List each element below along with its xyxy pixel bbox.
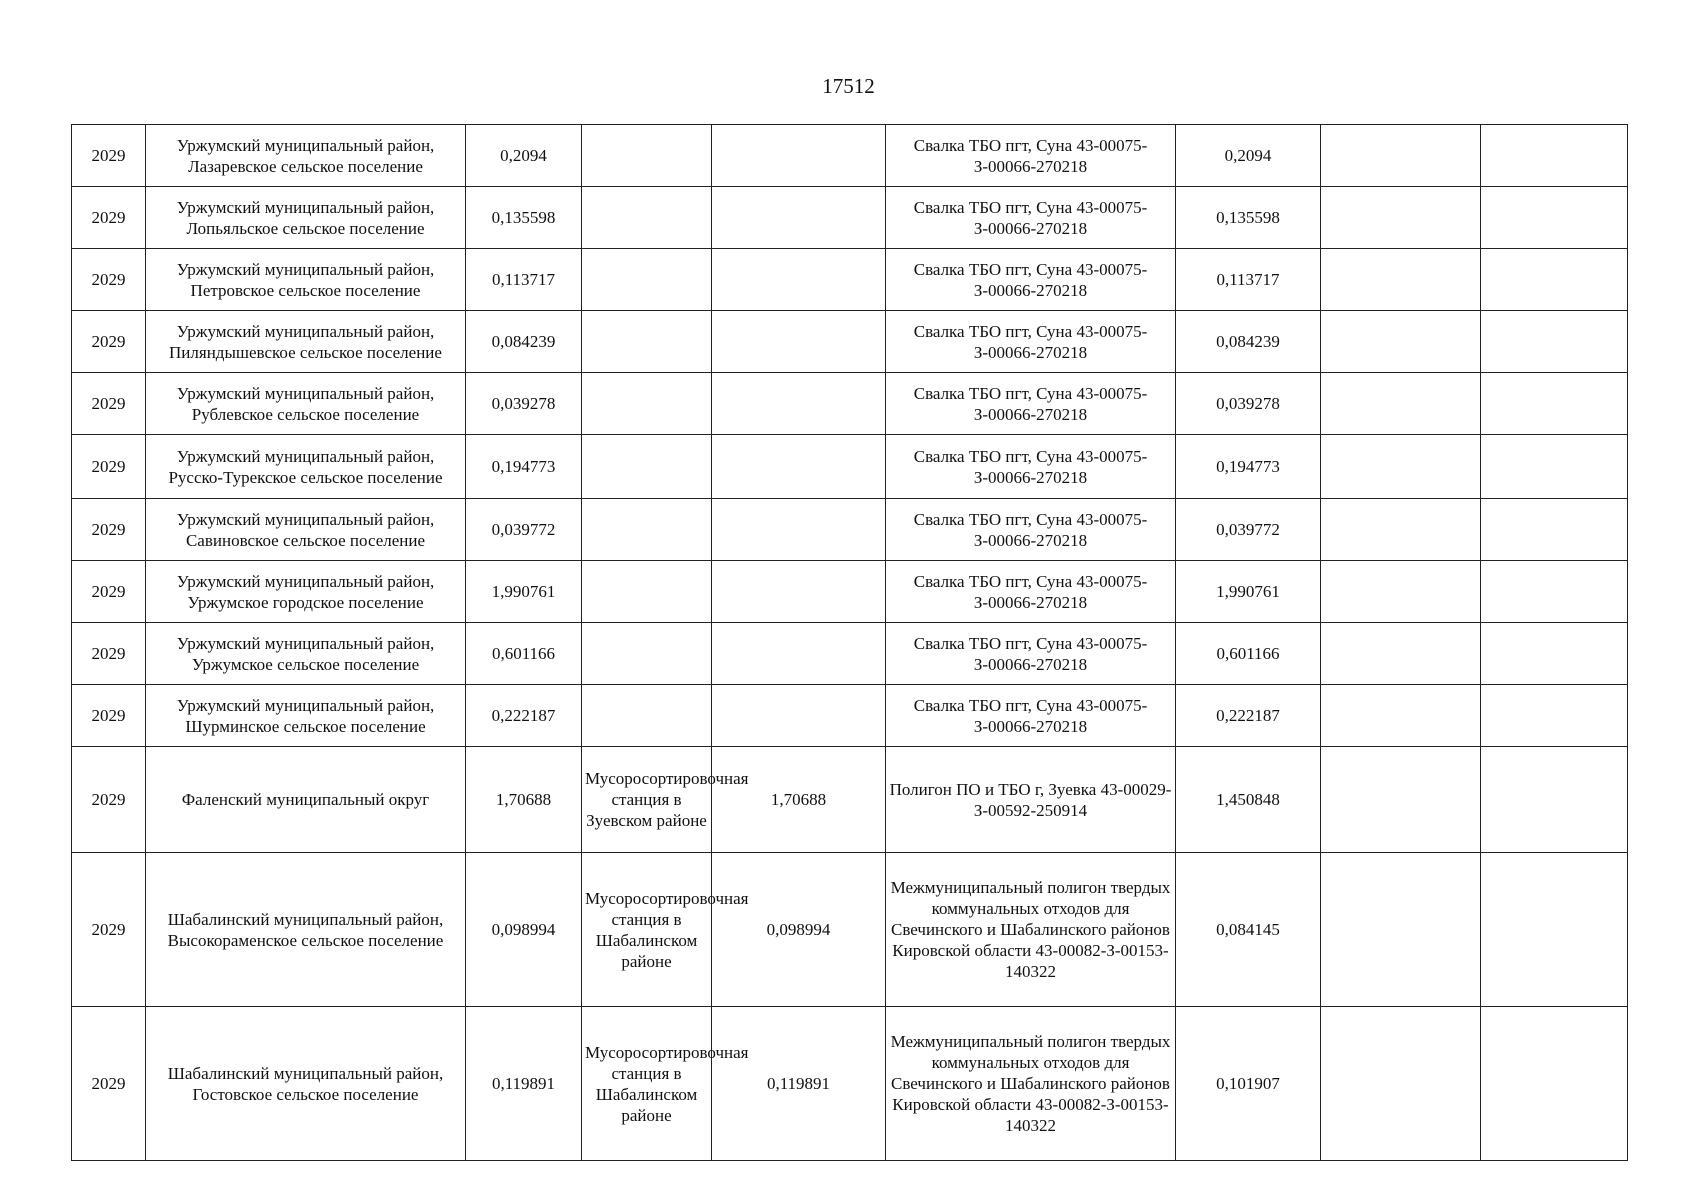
sorting-mass-cell: [712, 311, 886, 373]
landfill-cell: Свалка ТБО пгт, Суна 43-00075-З-00066-270218: [886, 373, 1176, 435]
sorting-mass-cell: [712, 685, 886, 747]
landfill-mass-cell: 0,601166: [1176, 623, 1321, 685]
sorting-station-cell: [582, 499, 712, 561]
table-row: [72, 685, 1628, 747]
municipality-cell: Уржумский муниципальный район, Русско-Турекское сельское поселение: [146, 435, 466, 499]
empty-cell: [1481, 373, 1628, 435]
landfill-cell: Свалка ТБО пгт, Суна 43-00075-З-00066-270218: [886, 685, 1176, 747]
table-row: [72, 561, 1628, 623]
waste-mass-cell: 0,601166: [466, 623, 582, 685]
landfill-mass-cell: 0,101907: [1176, 1007, 1321, 1161]
waste-flow-table: [71, 124, 1628, 1161]
municipality-cell: Уржумский муниципальный район, Уржумское сельское поселение: [146, 623, 466, 685]
waste-mass-cell: 1,990761: [466, 561, 582, 623]
landfill-cell: Межмуниципальный полигон твердых коммунальных отходов для Свечинского и Шабалинского районов Кировской области 43-00082-З-00153-140322: [886, 1007, 1176, 1161]
sorting-station-cell: [582, 249, 712, 311]
empty-cell: [1321, 373, 1481, 435]
year-cell: 2029: [72, 499, 146, 561]
empty-cell: [1321, 311, 1481, 373]
empty-cell: [1481, 125, 1628, 187]
waste-mass-cell: 1,70688: [466, 747, 582, 853]
table-row: [72, 373, 1628, 435]
waste-mass-cell: 0,113717: [466, 249, 582, 311]
landfill-mass-cell: 0,084145: [1176, 853, 1321, 1007]
waste-mass-cell: 0,039278: [466, 373, 582, 435]
year-cell: 2029: [72, 311, 146, 373]
empty-cell: [1321, 853, 1481, 1007]
year-cell: 2029: [72, 1007, 146, 1161]
table-row: [72, 311, 1628, 373]
landfill-cell: Полигон ПО и ТБО г, Зуевка 43-00029-З-00592-250914: [886, 747, 1176, 853]
municipality-cell: Уржумский муниципальный район, Пиляндышевское сельское поселение: [146, 311, 466, 373]
sorting-station-cell: [582, 623, 712, 685]
landfill-mass-cell: 0,039772: [1176, 499, 1321, 561]
municipality-cell: Шабалинский муниципальный район, Гостовское сельское поселение: [146, 1007, 466, 1161]
landfill-mass-cell: 0,222187: [1176, 685, 1321, 747]
landfill-mass-cell: 1,990761: [1176, 561, 1321, 623]
municipality-cell: Уржумский муниципальный район, Уржумское городское поселение: [146, 561, 466, 623]
sorting-station-cell: [582, 561, 712, 623]
empty-cell: [1481, 685, 1628, 747]
empty-cell: [1481, 747, 1628, 853]
table-row: [72, 249, 1628, 311]
waste-mass-cell: 0,222187: [466, 685, 582, 747]
sorting-mass-cell: [712, 435, 886, 499]
year-cell: 2029: [72, 125, 146, 187]
year-cell: 2029: [72, 561, 146, 623]
landfill-cell: Свалка ТБО пгт, Суна 43-00075-З-00066-270218: [886, 125, 1176, 187]
sorting-mass-cell: [712, 125, 886, 187]
empty-cell: [1481, 1007, 1628, 1161]
sorting-station-cell: [582, 685, 712, 747]
sorting-mass-cell: [712, 187, 886, 249]
landfill-mass-cell: 0,113717: [1176, 249, 1321, 311]
waste-mass-cell: 0,098994: [466, 853, 582, 1007]
sorting-station-cell: Мусоросортировочная станция в Зуевском районе: [582, 747, 712, 853]
landfill-cell: Свалка ТБО пгт, Суна 43-00075-З-00066-270218: [886, 435, 1176, 499]
municipality-cell: Уржумский муниципальный район, Петровское сельское поселение: [146, 249, 466, 311]
sorting-mass-cell: [712, 499, 886, 561]
empty-cell: [1481, 311, 1628, 373]
empty-cell: [1321, 1007, 1481, 1161]
year-cell: 2029: [72, 853, 146, 1007]
municipality-cell: Уржумский муниципальный район, Савиновское сельское поселение: [146, 499, 466, 561]
empty-cell: [1321, 499, 1481, 561]
landfill-cell: Свалка ТБО пгт, Суна 43-00075-З-00066-270218: [886, 561, 1176, 623]
landfill-mass-cell: 0,039278: [1176, 373, 1321, 435]
page-number: 17512: [822, 74, 875, 98]
year-cell: 2029: [72, 747, 146, 853]
sorting-station-cell: Мусоросортировочная станция в Шабалинском районе: [582, 853, 712, 1007]
municipality-cell: Фаленский муниципальный округ: [146, 747, 466, 853]
table-body: [72, 125, 1628, 1161]
landfill-mass-cell: 0,135598: [1176, 187, 1321, 249]
year-cell: 2029: [72, 249, 146, 311]
empty-cell: [1481, 561, 1628, 623]
empty-cell: [1481, 623, 1628, 685]
landfill-cell: Свалка ТБО пгт, Суна 43-00075-З-00066-270218: [886, 187, 1176, 249]
year-cell: 2029: [72, 435, 146, 499]
empty-cell: [1481, 853, 1628, 1007]
empty-cell: [1321, 685, 1481, 747]
municipality-cell: Уржумский муниципальный район, Лазаревское сельское поселение: [146, 125, 466, 187]
empty-cell: [1481, 435, 1628, 499]
waste-mass-cell: 0,2094: [466, 125, 582, 187]
municipality-cell: Уржумский муниципальный район, Лопьяльское сельское поселение: [146, 187, 466, 249]
sorting-station-cell: Мусоросортировочная станция в Шабалинском районе: [582, 1007, 712, 1161]
sorting-mass-cell: [712, 373, 886, 435]
landfill-mass-cell: 0,194773: [1176, 435, 1321, 499]
sorting-station-cell: [582, 125, 712, 187]
table-row: [72, 125, 1628, 187]
landfill-cell: Свалка ТБО пгт, Суна 43-00075-З-00066-270218: [886, 249, 1176, 311]
year-cell: 2029: [72, 373, 146, 435]
empty-cell: [1321, 249, 1481, 311]
table-row: [72, 623, 1628, 685]
sorting-mass-cell: [712, 561, 886, 623]
empty-cell: [1481, 249, 1628, 311]
table-row: [72, 435, 1628, 499]
year-cell: 2029: [72, 623, 146, 685]
waste-mass-cell: 0,135598: [466, 187, 582, 249]
table-row: [72, 187, 1628, 249]
empty-cell: [1481, 187, 1628, 249]
municipality-cell: Шабалинский муниципальный район, Высокораменское сельское поселение: [146, 853, 466, 1007]
sorting-mass-cell: [712, 249, 886, 311]
year-cell: 2029: [72, 685, 146, 747]
municipality-cell: Уржумский муниципальный район, Рублевское сельское поселение: [146, 373, 466, 435]
landfill-mass-cell: 1,450848: [1176, 747, 1321, 853]
waste-mass-cell: 0,119891: [466, 1007, 582, 1161]
landfill-cell: Межмуниципальный полигон твердых коммунальных отходов для Свечинского и Шабалинского районов Кировской области 43-00082-З-00153-140322: [886, 853, 1176, 1007]
sorting-mass-cell: 1,70688: [712, 747, 886, 853]
landfill-cell: Свалка ТБО пгт, Суна 43-00075-З-00066-270218: [886, 499, 1176, 561]
sorting-mass-cell: [712, 623, 886, 685]
waste-mass-cell: 0,084239: [466, 311, 582, 373]
sorting-mass-cell: 0,098994: [712, 853, 886, 1007]
empty-cell: [1321, 623, 1481, 685]
landfill-cell: Свалка ТБО пгт, Суна 43-00075-З-00066-270218: [886, 623, 1176, 685]
empty-cell: [1321, 435, 1481, 499]
landfill-cell: Свалка ТБО пгт, Суна 43-00075-З-00066-270218: [886, 311, 1176, 373]
empty-cell: [1321, 125, 1481, 187]
sorting-station-cell: [582, 435, 712, 499]
sorting-station-cell: [582, 311, 712, 373]
table-row: [72, 1007, 1628, 1161]
landfill-mass-cell: 0,084239: [1176, 311, 1321, 373]
table-row: [72, 747, 1628, 853]
sorting-station-cell: [582, 373, 712, 435]
empty-cell: [1321, 187, 1481, 249]
empty-cell: [1481, 499, 1628, 561]
table-row: [72, 499, 1628, 561]
waste-mass-cell: 0,039772: [466, 499, 582, 561]
waste-mass-cell: 0,194773: [466, 435, 582, 499]
table-row: [72, 853, 1628, 1007]
sorting-station-cell: [582, 187, 712, 249]
sorting-mass-cell: 0,119891: [712, 1007, 886, 1161]
empty-cell: [1321, 747, 1481, 853]
municipality-cell: Уржумский муниципальный район, Шурминское сельское поселение: [146, 685, 466, 747]
empty-cell: [1321, 561, 1481, 623]
landfill-mass-cell: 0,2094: [1176, 125, 1321, 187]
year-cell: 2029: [72, 187, 146, 249]
